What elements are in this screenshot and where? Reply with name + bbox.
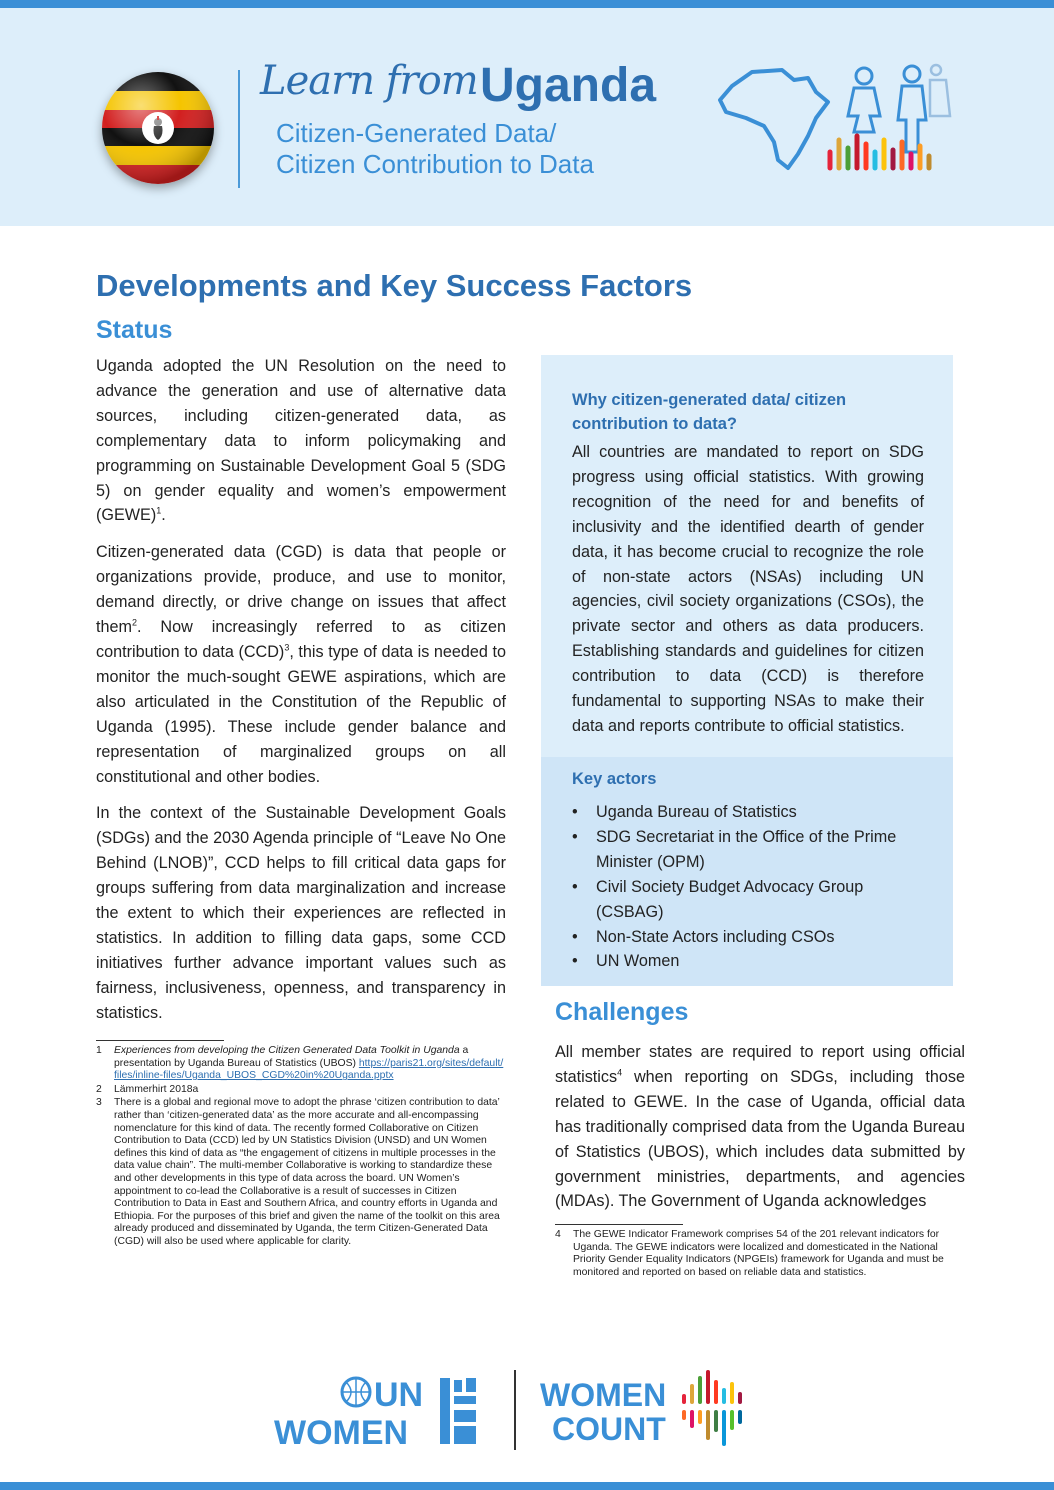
list-item: • Civil Society Budget Advocacy Group (CSBAG) <box>572 875 922 925</box>
key-actors-title: Key actors <box>572 770 657 788</box>
footnote-rule <box>96 1040 224 1041</box>
challenges-heading: Challenges <box>555 998 689 1026</box>
africa-people-illustration-icon <box>712 56 962 191</box>
footnote-2 <box>96 1084 506 1097</box>
footnote-4-row <box>555 1229 965 1279</box>
footnote-number: 3 <box>96 1097 102 1109</box>
subtitle-line-2: Citizen Contribution to Data <box>276 149 594 179</box>
status-paragraph-1: Uganda adopted the UN Resolution on the need to advance the generation and use of alternative data sources, including citizen-generated data, as complementary data to inform policymaking and programming on Sustainable Development Goal 5 (SDG 5) on gender equality and women’s empowerment (GEWE)$^1$. <box>96 357 506 525</box>
footnote-text: The GEWE Indicator Framework comprises 54 of the 201 relevant indicators for Uganda. The GEWE indicators were localized and domesticated in the National Priority Gender Equality Indicators (NPGEIs) framework for Uganda and must be monitored and reported on based on reliable data and statistics. <box>573 1229 944 1278</box>
challenges-paragraph <box>555 1040 965 1214</box>
footnote-4 <box>555 1229 965 1280</box>
subtitle-line-1: Citizen-Generated Data/ <box>276 118 557 148</box>
list-item: • Non-State Actors including CSOs <box>572 925 922 950</box>
header-subtitle <box>276 118 594 180</box>
footnote-link[interactable]: https://paris21.org/sites/default/files/inline-files/Uganda_UBOS_CGD%20in%20Uganda.pptx <box>114 1057 504 1082</box>
footnote-rule-right <box>555 1224 683 1225</box>
challenges-text-b: when reporting on SDGs, including those related to GEWE. In the case of Uganda, official data has traditionally comprised data from the Uganda Bureau of Statistics (UBOS), which includes data submitted by government ministries, departments, and agencies (MDAs). The Government of Uganda acknowledges <box>555 1067 965 1211</box>
list-item: • Uganda Bureau of Statistics <box>572 800 922 825</box>
footnote-text <box>114 1045 506 1083</box>
un-women-logo-icon <box>274 1376 476 1452</box>
list-item: • UN Women <box>572 949 922 974</box>
footnote-1 <box>96 1045 506 1083</box>
bottom-accent-bar <box>0 1482 1054 1490</box>
footnote-number: 1 <box>96 1045 102 1056</box>
why-panel-title: Why citizen-generated data/ citizen contribution to data? <box>572 391 847 433</box>
top-accent-bar <box>0 0 1054 8</box>
header-divider <box>238 70 240 188</box>
uganda-flag-icon <box>102 72 214 184</box>
footnote-1-text: a presentation by Uganda Bureau of Statistics (UBOS) <box>114 1045 469 1069</box>
status-p1-text: Uganda adopted the UN Resolution on the need to advance the generation and use of alternative data sources, including citizen-generated data, as complementary data to inform policymaking and programming on Sustainable Development Goal 5 (SDG 5) on gender equality and women’s empowerment (GEWE) <box>96 357 506 525</box>
status-p2-text-a: Citizen-generated data (CGD) is data that people or organizations provide, produce, and use to monitor, demand directly, or drive change on issues that affect them <box>96 543 506 637</box>
page-title: Developments and Key Success Factors <box>96 268 693 303</box>
status-paragraph-2 <box>96 540 506 789</box>
footnote-text: There is a global and regional move to adopt the phrase ‘citizen contribution to data’ rather than ‘citizen-generated data’ as the more accurate and all-encompassing nomenclature for this kind of data. The recently formed Collaborative on Citizen Contribution to Data (CCD) led by UN Statistics Division (UNSD) and UN Women defines this kind of data as “the engagement of citizens in multiple processes in the data value chain”. The multi-member Collaborative is working to standardize these and other developments in this type of data across the board. UN Women’s appointment to co-lead the Collaborative is a result of successes in Citizen Contribution to Data in East and Southern Africa, and country efforts in Uganda and Ethiopia. For the purposes of this brief and given the name of the toolkit on this area already produced and disseminated by Uganda, the term Citizen-Generated Data (CGD) will also be used where applicable for clarity. <box>114 1097 500 1247</box>
women-count-logo-icon <box>540 1372 740 1447</box>
footnote-ref-1: 1 <box>156 506 162 517</box>
footnote-text: Lämmerhirt 2018a <box>114 1083 199 1095</box>
status-body <box>96 354 506 1038</box>
footnotes-left <box>96 1045 506 1250</box>
why-panel-text: All countries are mandated to report on SDG progress using official statistics. With growing recognition of the need for and benefits of inclusivity and the identified dearth of gender data, it has become crucial to recognize the role of non-state actors (NSAs) including UN agencies, civil society organizations (CSOs), the private sector and others as data producers. Establishing standards and guidelines for citizen contribution to data (CCD) is therefore fundamental to supporting NSAs to make their data and reports contribute to official statistics. <box>572 443 924 735</box>
status-heading: Status <box>96 316 173 344</box>
list-item: • SDG Secretariat in the Office of the Prime Minister (OPM) <box>572 825 922 875</box>
header-learn-from: Learn from <box>260 58 478 104</box>
key-actors-list <box>572 800 922 974</box>
footnote-ref-2: 2 <box>132 617 138 628</box>
footnote-ref-3: 3 <box>284 642 290 653</box>
footnote-3 <box>96 1097 506 1248</box>
header-country-title: Uganda <box>480 59 657 112</box>
logo-divider <box>514 1370 516 1450</box>
footnote-number: 2 <box>96 1083 102 1095</box>
women-count-line-2: COUNT <box>552 1411 666 1447</box>
un-women-line-1: UN <box>374 1376 424 1414</box>
status-paragraph-3: In the context of the Sustainable Development Goals (SDGs) and the 2030 Agenda principle of “Leave No One Behind (LNOB)”, CCD helps to fill critical data gaps for groups suffering from data marginalization and increase the extent to which their experiences are reflected in statistics. In addition to filling data gaps, some CCD initiatives further advance important values such as fairness, inclusiveness, openness, and transparency in statistics. <box>96 804 506 1022</box>
footnote-ref-4: 4 <box>617 1067 623 1078</box>
footnote-number: 4 <box>555 1229 561 1240</box>
status-p2-text-c: , this type of data is needed to monitor the much-sought GEWE aspirations, which are also articulated in the Constitution of the Republic of Uganda (1995). These include gender balance and representation of marginalized groups on all constitutional and other bodies. <box>96 642 506 786</box>
un-women-line-2: WOMEN <box>274 1414 409 1452</box>
challenges-text-a: All member states are required to report using official statistics <box>555 1043 965 1086</box>
footnote-italic-title: Experiences from developing the Citizen Generated Data Toolkit in Uganda <box>114 1045 460 1056</box>
women-count-line-1: WOMEN <box>540 1377 667 1413</box>
status-p2-text-b: . Now increasingly referred to as citizen contribution to data (CCD) <box>96 618 506 661</box>
partner-logos <box>270 1368 790 1459</box>
